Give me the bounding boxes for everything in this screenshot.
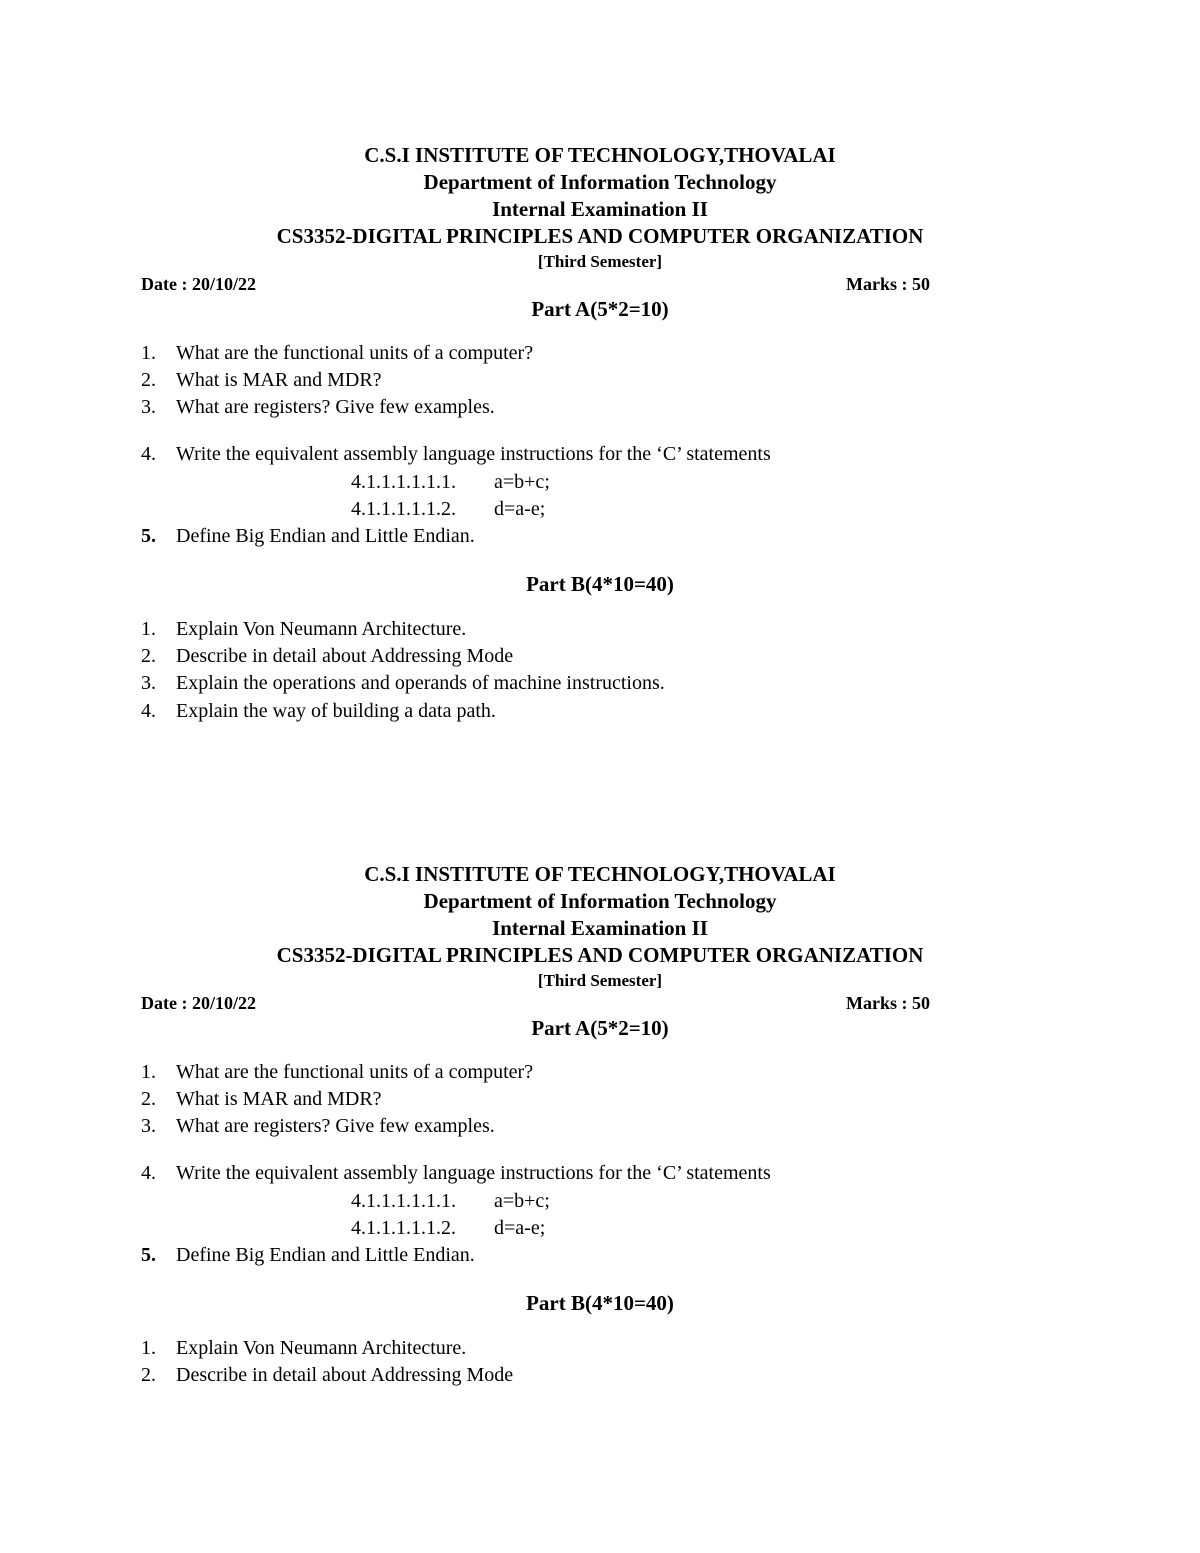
exam-title: Internal Examination II — [492, 916, 708, 940]
course-title: CS3352-DIGITAL PRINCIPLES AND COMPUTER ORGANIZATION — [276, 943, 924, 967]
department-name: Department of Information Technology — [423, 170, 777, 194]
sub-question-item — [351, 1190, 550, 1213]
question-number: 1. — [141, 1337, 156, 1359]
question-number: 2. — [141, 369, 156, 391]
course-title: CS3352-DIGITAL PRINCIPLES AND COMPUTER ORGANIZATION — [276, 224, 924, 248]
question-text: What are registers? Give few examples. — [176, 1115, 495, 1137]
question-text: What is MAR and MDR? — [176, 369, 382, 391]
question-item — [141, 1244, 475, 1267]
question-text: Describe in detail about Addressing Mode — [176, 645, 514, 667]
question-item — [141, 645, 513, 668]
sub-question-number: 4.1.1.1.1.1.2. — [351, 498, 456, 520]
sub-question-item — [351, 1217, 545, 1240]
question-number: 2. — [141, 645, 156, 667]
sub-question-text: d=a-e; — [494, 1217, 546, 1239]
question-text: Write the equivalent assembly language instructions for the ‘C’ statements — [176, 1162, 771, 1184]
question-item — [141, 672, 665, 695]
semester-label: [Third Semester] — [537, 971, 663, 990]
question-number: 1. — [141, 342, 156, 364]
exam-date: Date : 20/10/22 — [141, 993, 256, 1013]
question-text: What is MAR and MDR? — [176, 1088, 382, 1110]
question-item — [141, 700, 496, 723]
question-item — [141, 1162, 771, 1185]
sub-question-item — [351, 471, 550, 494]
question-text: Write the equivalent assembly language instructions for the ‘C’ statements — [176, 443, 771, 465]
department-name: Department of Information Technology — [423, 889, 777, 913]
sub-question-number: 4.1.1.1.1.1.1. — [351, 1190, 456, 1212]
question-item — [141, 1115, 495, 1138]
question-item — [141, 369, 382, 392]
question-number: 1. — [141, 618, 156, 640]
part-b-heading: Part B(4*10=40) — [526, 572, 674, 596]
question-text: What are registers? Give few examples. — [176, 396, 495, 418]
question-text: Define Big Endian and Little Endian. — [176, 525, 475, 547]
question-item — [141, 342, 533, 365]
question-number: 4. — [141, 700, 156, 722]
question-number: 1. — [141, 1061, 156, 1083]
sub-question-number: 4.1.1.1.1.1.1. — [351, 471, 456, 493]
question-number: 2. — [141, 1088, 156, 1110]
question-number: 5. — [141, 1244, 156, 1266]
question-item — [141, 618, 466, 641]
question-number: 2. — [141, 1364, 156, 1386]
exam-title: Internal Examination II — [492, 197, 708, 221]
sub-question-text: a=b+c; — [494, 1190, 550, 1212]
institute-name: C.S.I INSTITUTE OF TECHNOLOGY,THOVALAI — [364, 862, 836, 886]
question-number: 3. — [141, 396, 156, 418]
sub-question-text: d=a-e; — [494, 498, 546, 520]
question-text: Describe in detail about Addressing Mode — [176, 1364, 514, 1386]
total-marks: Marks : 50 — [846, 274, 930, 294]
question-text: Explain Von Neumann Architecture. — [176, 618, 467, 640]
question-item — [141, 443, 771, 466]
part-a-heading: Part A(5*2=10) — [531, 1016, 669, 1040]
question-item — [141, 1061, 533, 1084]
sub-question-item — [351, 498, 545, 521]
question-number: 4. — [141, 1162, 156, 1184]
part-b-heading: Part B(4*10=40) — [526, 1291, 674, 1315]
question-text: What are the functional units of a computer? — [176, 1061, 534, 1083]
sub-question-text: a=b+c; — [494, 471, 550, 493]
question-item — [141, 396, 495, 419]
semester-label: [Third Semester] — [537, 252, 663, 271]
question-item — [141, 1337, 466, 1360]
total-marks: Marks : 50 — [846, 993, 930, 1013]
institute-name: C.S.I INSTITUTE OF TECHNOLOGY,THOVALAI — [364, 143, 836, 167]
question-text: Define Big Endian and Little Endian. — [176, 1244, 475, 1266]
question-number: 5. — [141, 525, 156, 547]
question-text: Explain the way of building a data path. — [176, 700, 496, 722]
exam-date: Date : 20/10/22 — [141, 274, 256, 294]
question-item — [141, 1364, 513, 1387]
question-text: Explain Von Neumann Architecture. — [176, 1337, 467, 1359]
question-number: 3. — [141, 672, 156, 694]
question-item — [141, 1088, 382, 1111]
question-text: What are the functional units of a computer? — [176, 342, 534, 364]
part-a-heading: Part A(5*2=10) — [531, 297, 669, 321]
question-text: Explain the operations and operands of machine instructions. — [176, 672, 665, 694]
question-item — [141, 525, 475, 548]
question-number: 4. — [141, 443, 156, 465]
question-number: 3. — [141, 1115, 156, 1137]
sub-question-number: 4.1.1.1.1.1.2. — [351, 1217, 456, 1239]
